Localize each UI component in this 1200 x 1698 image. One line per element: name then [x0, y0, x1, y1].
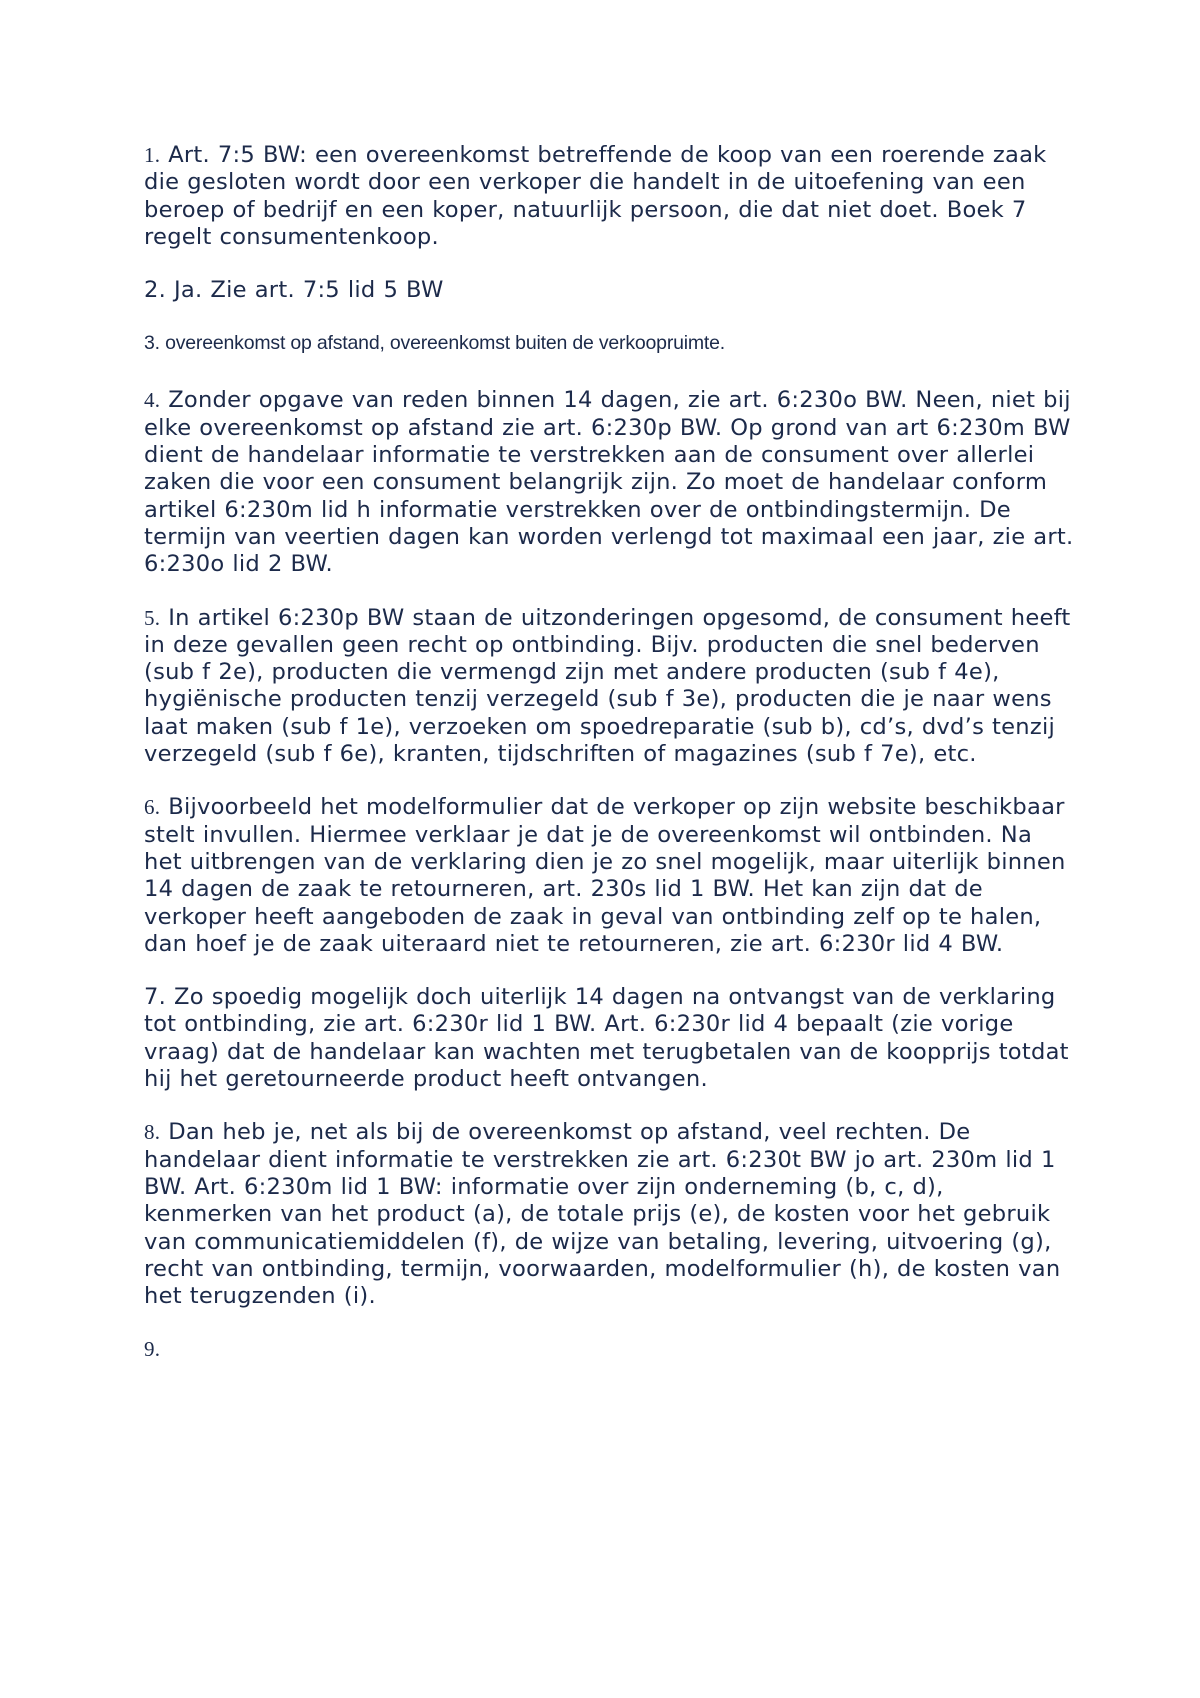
answer-text: In artikel 6:230p BW staan de uitzonderingen opgesomd, de consument heeft in deze gevallen geen recht op ontbinding. Bijv. producten die snel bederven (sub f 2e), producten die vermengd zijn met andere producten (sub f 4e), hygiënische producten tenzij verzegeld (sub f 3e), producten die je naar wens laat maken (sub f 1e), verzoeken om spoedreparatie (sub b), cd’s, dvd’s tenzij verzegeld (sub f 6e), kranten, tijdschriften of magazines (sub f 7e), etc. — [144, 604, 1071, 768]
answer-number: 6. — [144, 795, 161, 820]
answer-number: 3. — [144, 332, 160, 355]
answer-number: 1. — [144, 143, 161, 167]
answer-3 — [144, 330, 1074, 357]
answer-number: 5. — [144, 605, 161, 630]
answer-8 — [144, 1119, 1074, 1310]
answer-number: 4. — [144, 388, 161, 413]
answer-number: 7. — [144, 984, 167, 1011]
answer-text: Bijvoorbeeld het modelformulier dat de verkoper op zijn website beschikbaar stelt invullen. Hiermee verklaar je dat je de overeenkomst wil ontbinden. Na het uitbrengen van de verklaring dien je zo snel mogelijk, maar uiterlijk binnen 14 dagen de zaak te retourneren, art. 230s lid 1 BW. Het kan zijn dat de verkoper heeft aangeboden de zaak in geval van ontbinding zelf op te halen, dan hoef je de zaak uiteraard niet te retourneren, zie art. 6:230r lid 4 BW. — [144, 794, 1066, 957]
answer-text: Zonder opgave van reden binnen 14 dagen, zie art. 6:230o BW. Neen, niet bij elke overeenkomst op afstand zie art. 6:230p BW. Op grond van art 6:230m BW dient de handelaar informatie te verstrekken aan de consument over allerlei zaken die voor een consument belangrijk zijn. Zo moet de handelaar conform artikel 6:230m lid h informatie verstrekken over de ontbindingstermijn. De termijn van veertien dagen kan worden verlengd tot maximaal een jaar, zie art. 6:230o lid 2 BW. — [144, 387, 1074, 578]
answer-6 — [144, 794, 1074, 958]
answer-text: overeenkomst op afstand, overeenkomst buiten de verkoopruimte. — [165, 332, 726, 355]
answer-text: Zo spoedig mogelijk doch uiterlijk 14 dagen na ontvangst van de verklaring tot ontbinding, zie art. 6:230r lid 1 BW. Art. 6:230r lid 4 bepaalt (zie vorige vraag) dat de handelaar kan wachten met terugbetalen van de koopprijs totdat hij het geretourneerde product heeft ontvangen. — [144, 984, 1069, 1093]
answer-text: Dan heb je, net als bij de overeenkomst op afstand, veel rechten. De handelaar dient informatie te verstrekken zie art. 6:230t BW jo art. 230m lid 1 BW. Art. 6:230m lid 1 BW: informatie over zijn onderneming (b, c, d), kenmerken van het product (a), de totale prijs (e), de kosten voor het gebruik van communicatiemiddelen (f), de wijze van betaling, levering, uitvoering (g), recht van ontbinding, termijn, voorwaarden, modelformulier (h), de kosten van het terugzenden (i). — [144, 1119, 1061, 1310]
answer-5 — [144, 605, 1074, 769]
answer-text: Art. 7:5 BW: een overeenkomst betreffende de koop van een roerende zaak die gesloten wordt door een verkoper die handelt in de uitoefening van een beroep of bedrijf en een koper, natuurlijk persoon, die dat niet doet. Boek 7 regelt consumentenkoop. — [144, 142, 1047, 250]
answer-number: 8. — [144, 1120, 161, 1145]
answer-text: Ja. Zie art. 7:5 lid 5 BW — [174, 277, 444, 304]
answer-4 — [144, 387, 1074, 578]
answer-number: 2. — [144, 277, 167, 304]
answer-7 — [144, 984, 1074, 1093]
answer-number: 9. — [144, 1337, 161, 1362]
answer-9 — [144, 1336, 1074, 1363]
answer-1 — [144, 142, 1074, 251]
document-body — [144, 142, 1074, 1390]
answer-2 — [144, 277, 1074, 304]
